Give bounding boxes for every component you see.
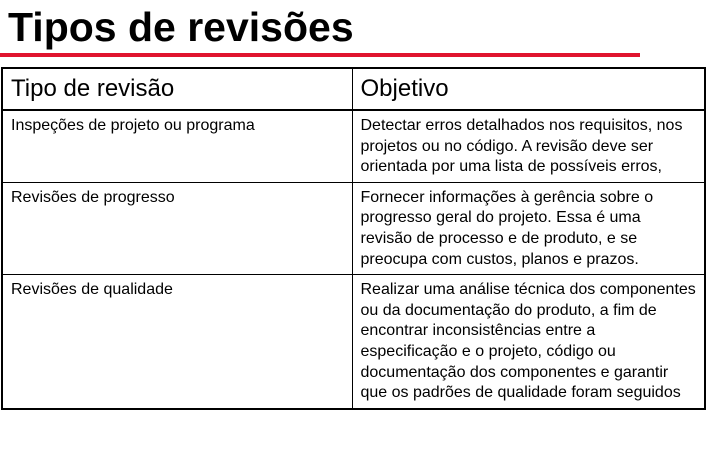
slide-title: Tipos de revisões [8,4,354,50]
review-objective-cell: Fornecer informações à gerência sobre o progresso geral do projeto. Essa é uma revisão de processo e de produto, e se preocupa com custos, planos e prazos. [352,182,705,274]
column-header-objective: Objetivo [352,68,705,110]
review-type-cell: Revisões de progresso [2,182,352,274]
table-header-row [2,68,705,110]
table-row [2,275,705,409]
column-header-type: Tipo de revisão [2,68,352,110]
review-objective-cell: Detectar erros detalhados nos requisitos, nos projetos ou no código. A revisão deve ser orientada por uma lista de possíveis erros, [352,110,705,182]
table-row [2,182,705,274]
review-type-cell: Inspeções de projeto ou programa [2,110,352,182]
title-underline [0,53,640,57]
review-objective-cell: Realizar uma análise técnica dos componentes ou da documentação do produto, a fim de encontrar inconsistências entre a especificação e o projeto, código ou documentação dos componentes e garantir que os padrões de qualidade foram seguidos [352,275,705,409]
table-row [2,110,705,182]
review-types-table [1,67,706,410]
review-type-cell: Revisões de qualidade [2,275,352,409]
